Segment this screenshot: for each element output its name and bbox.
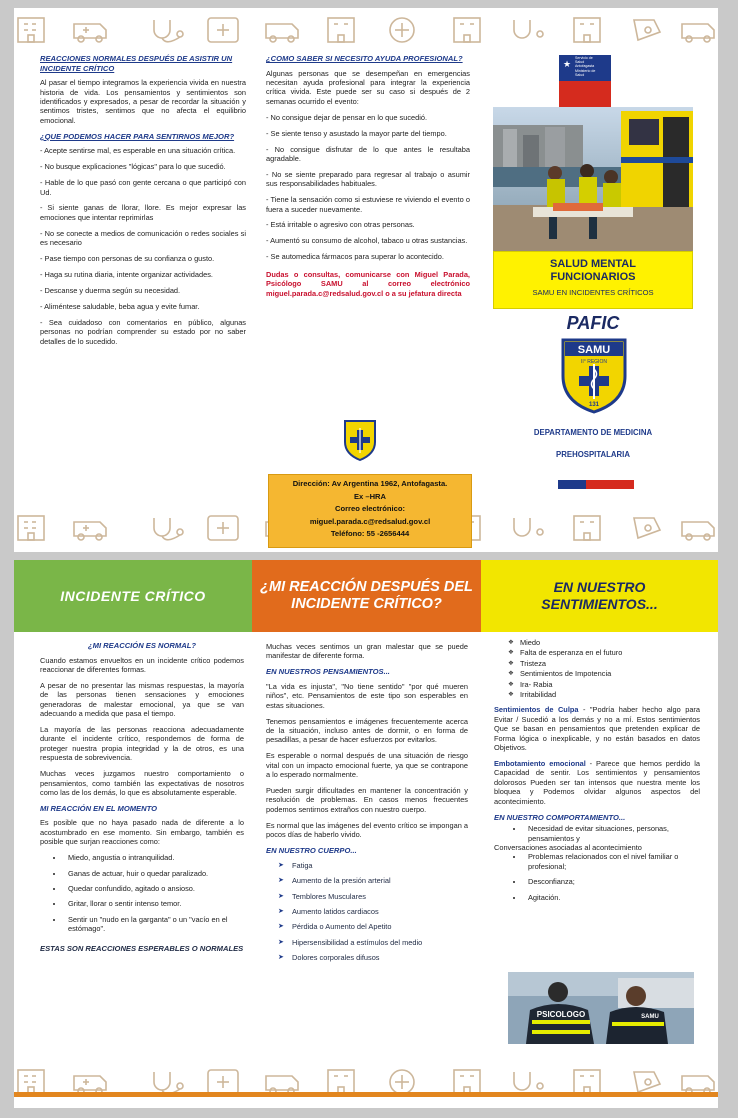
list-item: ❖ Ira- Rabia <box>520 680 700 689</box>
paragraph: Es esperable o normal después de una situación de riesgo vital con un impacto emocional fuerte, ya que se contrapone a lo esperado normalmente. <box>266 751 468 780</box>
badge-samu-text: SAMU <box>577 344 611 356</box>
reaction-bullets <box>40 853 244 933</box>
title-box <box>493 251 693 309</box>
list-item: ➤ Aumento de la presión arterial <box>292 876 468 885</box>
address-building: Ex –HRA <box>353 491 387 501</box>
heading-professional-help: ¿COMO SABER SI NECESITO AYUDA PROFESIONAL? <box>266 54 463 63</box>
list-item: - Está irritable o agresivo con otras personas. <box>266 220 415 230</box>
numbness-heading: Embotamiento emocional <box>494 758 586 768</box>
title-line-1: SALUD MENTAL <box>550 258 636 270</box>
band-sentimientos <box>481 560 718 632</box>
paragraph-guilt <box>494 705 700 752</box>
heading-in-the-moment: MI REACCIÓN EN EL MOMENTO <box>40 803 158 813</box>
list-item: ❖ Sentimientos de Impotencia <box>520 669 700 678</box>
guilt-text: - "Podría haber hecho algo para Evitar / Sucedió a los demás y no a mí. Estos sentimientos Que se basan en pensamientos que pretenden explicar de Forma lógica o inexplicable, y no están basados en datos Objetivos. <box>494 705 701 753</box>
paragraph: La mayoría de las personas reacciona adecuadamente durante el incidente crítico, respondemos de forma de proteger nuestra propia integridad y la de otros, es una respuesta de sobrevivencia. <box>40 725 244 763</box>
samu-badge-logo <box>559 336 629 414</box>
paragraph: Muchas veces juzgamos nuestro comportamiento o pensamientos, como también las expectativas de nosotros como las de los demás, lo que es absolutamente esperable. <box>40 769 244 797</box>
list-item: ➤ Pérdida o Aumento del Apetito <box>292 922 468 931</box>
department-line-1: DEPARTAMENTO DE MEDICINA <box>533 428 653 437</box>
list-item: - Descanse y duerma según su necesidad. <box>40 285 181 295</box>
guilt-heading: Sentimientos de Culpa <box>494 705 579 715</box>
list-item: - Sea cuidadoso con comentarios en público, algunas personas no podrían comprender su estado por no saber detalles de lo sucedido. <box>40 317 246 346</box>
column-feelings <box>494 638 700 908</box>
column-normal-reaction <box>40 641 244 958</box>
paragraph-integration: Al pasar el tiempo integramos la experiencia vivida en nuestra historia de vida. Los pensamientos y sentimientos son identificados y expresados, a pesar de recordar la situación y sentimos tristes, sentimos que no afecta el equilibrio emocional. <box>40 78 246 125</box>
list-item: - Aliméntese saludable, beba agua y evite fumar. <box>40 301 200 311</box>
heading-behaviour: EN NUESTRO COMPORTAMIENTO... <box>494 812 626 822</box>
paragraph: A pesar de no presentar las mismas respuestas, la mayoría de las personas tienen sensaciones y emociones generadoras de malestar emocional, ya que se van adecuando a medida que pasa el tiempo. <box>40 680 244 719</box>
list-item: ➤ Dolores corporales difusos <box>292 953 468 962</box>
list-item: • Desconfianza; <box>524 877 700 886</box>
gov-logo-line: Salud <box>575 72 585 77</box>
list-item: - Si siente ganas de llorar, llore. Es mejor expresar las emociones que intentar reprimirlas <box>40 203 246 222</box>
address-line: Dirección: Av Argentina 1962, Antofagasta. <box>292 479 448 488</box>
badge-region-text: II° REGION <box>581 359 607 365</box>
list-item: ➤ Aumento latidos cardiacos <box>292 907 468 916</box>
list-item: - No consigue dejar de pensar en lo que sucedió. <box>266 112 428 122</box>
paragraph: Es normal que las imágenes del evento crítico se impongan a pocos días de haberlo vivido. <box>266 820 468 840</box>
list-item: - Acepte sentirse mal, es esperable en una situación crítica. <box>40 146 236 156</box>
list-item: - Haga su rutina diaria, intente organizar actividades. <box>40 269 213 279</box>
list-item: ❖ Tristeza <box>520 659 700 668</box>
band-orange-text: ¿MI REACCIÓN DESPUÉS DEL INCIDENTE CRÍTICO? <box>260 579 473 612</box>
star-icon: ★ <box>563 59 572 69</box>
gov-logo-line: Ministerio de <box>575 68 596 73</box>
list-item: - No busque explicaciones "lógicas" para lo que sucedió. <box>40 162 226 172</box>
list-item: ➤ Fatiga <box>292 861 468 870</box>
footer-orange-rule <box>14 1092 718 1097</box>
list-item: ➤ Temblores Musculares <box>292 892 468 901</box>
email-label: Correo electrónico: <box>334 504 406 513</box>
gov-logo-line: Salud <box>575 60 585 65</box>
column-thoughts-body <box>266 642 468 969</box>
psychologist-photo <box>508 972 694 1044</box>
advice-list <box>40 146 246 346</box>
medical-icons-decoration-bottom-2 <box>14 1064 718 1104</box>
list-item: ❖ Irritabilidad <box>520 690 700 699</box>
list-item: ➤ Hipersensibilidad a estímulos del medio <box>292 938 468 947</box>
behaviour-list <box>494 852 700 902</box>
column-professional-help <box>266 54 470 304</box>
list-item: - Se automedica fármacos para superar lo acontecido. <box>266 252 444 262</box>
vest-psicologo-text: PSICOLOGO <box>536 1010 586 1019</box>
list-item: - Hable de lo que pasó con gente cercana o que participó con Ud. <box>40 178 246 197</box>
heading-normal-reactions: REACCIONES NORMALES DESPUÉS DE ASISTIR UN INCIDENTE CRÍTICO <box>40 54 233 73</box>
behaviour-first-bullet <box>494 824 700 843</box>
brochure-outside <box>14 8 718 552</box>
band-incidente-critico <box>14 560 252 632</box>
title-subtitle: SAMU EN INCIDENTES CRÍTICOS <box>532 288 654 297</box>
body-symptoms-list <box>266 861 468 963</box>
chile-flag-stripe <box>558 480 634 489</box>
numbness-text: - Parece que hemos perdido la Capacidad de sentir. Los sentimientos y pensamientos dolorosos Pueden ser tan intensos que nuestra mente los bloquea y Podemos olvidar algunos aspectos del acontecimiento. <box>494 758 700 806</box>
gov-logo-line: Antofagasta <box>575 64 595 69</box>
list-item: - Pase tiempo con personas de su confianza o gusto. <box>40 254 215 264</box>
pafic-title: PAFIC <box>566 313 620 333</box>
list-item: ❖ Falta de esperanza en el futuro <box>520 648 700 657</box>
list-item: • Sentir un "nudo en la garganta" o un "vacío en el estómago". <box>64 915 244 934</box>
list-item: • Miedo, angustia o intranquilidad. <box>64 853 244 862</box>
column-normal-reactions <box>40 54 246 352</box>
contact-notice: Dudas o consultas, comunicarse con Miguel Parada, Psicólogo SAMU al correo electrónico miguel.parada.c@redsalud.gov.cl o a su jefatura directa <box>266 269 470 298</box>
medical-icons-decoration-top <box>14 12 718 52</box>
band-yellow-text: EN NUESTRO SENTIMIENTOS... <box>541 579 658 612</box>
expected-reactions-note: ESTAS SON REACCIONES ESPERABLES O NORMALES <box>40 943 244 953</box>
brochure-inside <box>14 560 718 1108</box>
title-line-2: FUNCIONARIOS <box>550 271 636 283</box>
heading-thoughts: EN NUESTROS PENSAMIENTOS... <box>266 667 390 677</box>
list-item: ❖ Miedo <box>520 638 700 647</box>
paragraph: Tenemos pensamientos e imágenes frecuentemente acerca de la situación, incluso antes de dormir, o en forma de pesadillas, a pesar de hacer esfuerzos por evitarlos. <box>266 716 468 745</box>
paragraph-help-intro: Algunas personas que se desempeñan en emergencias necesitan ayuda profesional para integrar la experiencia crítica vivida. Este puede ser su caso si después de 2 semanas ocurrido el evento: <box>266 68 470 106</box>
list-item: - Se siente tenso y asustado la mayor parte del tiempo. <box>266 128 447 138</box>
warning-signs-list <box>266 113 470 262</box>
paragraph: Cuando estamos envueltos en un incidente crítico podemos reaccionar de diferentes formas. <box>40 655 244 674</box>
list-item: - Tiene la sensación como si estuviese re viviendo el evento o fuera a suceder nuevamente. <box>266 195 470 214</box>
paragraph: "La vida es injusta", "No tiene sentido" "por qué mueren niños", etc. Pensamientos de este tipo son esperables en estas situaciones. <box>266 681 468 710</box>
paragraph-numbness <box>494 759 700 806</box>
list-item: • Problemas relacionados con el nivel familiar o profesional; <box>524 852 700 871</box>
list-item: • Quedar confundido, agitado o ansioso. <box>64 884 244 893</box>
email-address[interactable]: miguel.parada.c@redsalud.gov.cl <box>309 516 431 526</box>
band-green-text: INCIDENTE CRÍTICO <box>60 588 206 604</box>
paragraph: Pueden surgir dificultades en mantener la concentración y resolución de problemas. En casos menos frecuentes podemos sentirnos extraños con nuestro cuerpo. <box>266 786 468 814</box>
behaviour-line: Conversaciones asociadas al acontecimiento <box>494 842 642 852</box>
vest-samu-text: SAMU <box>641 1014 659 1020</box>
badge-number: 131 <box>588 402 600 408</box>
paragraph-intro: Muchas veces sentimos un gran malestar que se puede manifestar de diferente forma. <box>266 642 468 661</box>
gov-logo <box>559 55 611 115</box>
band-mi-reaccion <box>252 560 481 632</box>
feelings-list <box>494 638 700 699</box>
heading-body: EN NUESTRO CUERPO... <box>266 846 357 856</box>
phone-number: Teléfono: 55 -2656444 <box>330 529 410 538</box>
list-item: - Aumentó su consumo de alcohol, tabaco u otras sustancias. <box>266 236 468 246</box>
list-item: • Ganas de actuar, huir o quedar paralizado. <box>64 869 244 878</box>
list-item: - No consigue disfrutar de lo que antes le resultaba agradable. <box>266 144 470 163</box>
ambulance-rescue-photo <box>493 107 693 251</box>
samu-logo-small <box>342 418 378 462</box>
list-item: - No se siente preparado para regresar al trabajo o asumir sus responsabilidades habituales. <box>266 169 470 189</box>
paragraph: Es posible que no haya pasado nada de diferente a lo acostumbrado en ese momento. Sin embargo, también es posible que surjan reacciones como: <box>40 818 244 847</box>
address-box <box>268 474 472 548</box>
list-item: • Necesidad de evitar situaciones, personas, pensamientos y <box>524 824 700 843</box>
list-item: • Agitación. <box>524 893 700 902</box>
department-line-2: PREHOSPITALARIA <box>556 450 630 459</box>
list-item: - No se conecte a medios de comunicación o redes sociales si es necesario <box>40 228 246 248</box>
gov-logo-line: Servicio de <box>575 56 593 60</box>
list-item: • Gritar, llorar o sentir intenso temor. <box>64 899 244 908</box>
heading-feel-better: ¿QUE PODEMOS HACER PARA SENTIRNOS MEJOR? <box>40 131 235 141</box>
heading-is-normal: ¿MI REACCIÓN ES NORMAL? <box>88 641 196 650</box>
